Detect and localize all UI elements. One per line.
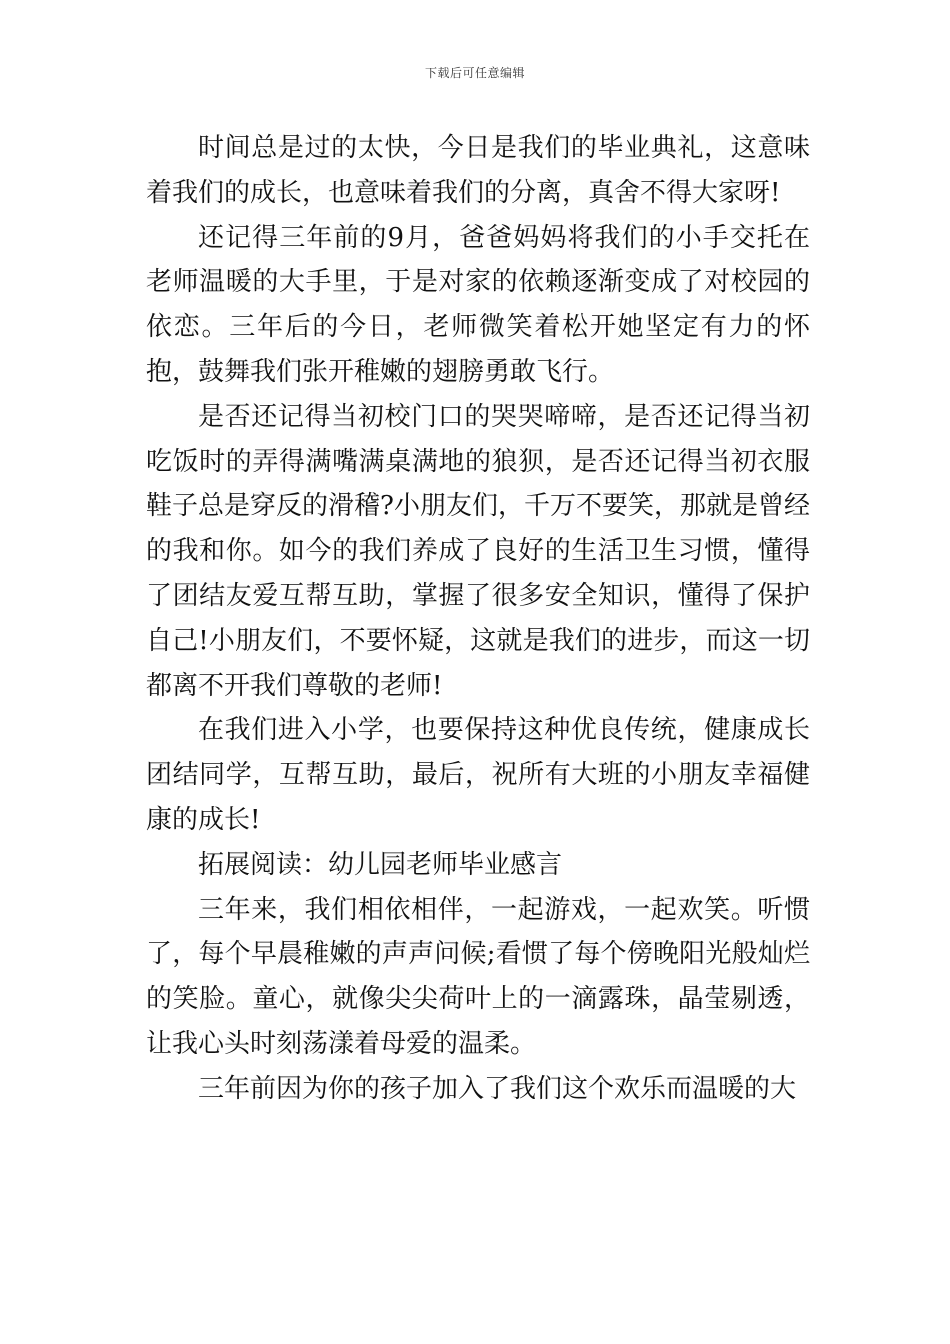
paragraph-three-years-together: 三年来，我们相依相伴，一起游戏，一起欢笑。听惯了，每个早晨稚嫩的声声问候;看惯了每个傍晚阳光般灿烂的笑脸。童心，就像尖尖荷叶上的一滴露珠，晶莹剔透，让我心头时刻荡漾着母爱的温柔。 [146, 894, 810, 1059]
paragraph-remember: 是否还记得当初校门口的哭哭啼啼，是否还记得当初吃饭时的弄得满嘴满桌满地的狼狈，是否还记得当初衣服鞋子总是穿反的滑稽?小朋友们，千万不要笑，那就是曾经的我和你。如今的我们养成了良好的生活卫生习惯，懂得了团结友爱互帮互助，掌握了很多安全知识，懂得了保护自己!小朋友们，不要怀疑，这就是我们的进步，而这一切都离不开我们尊敬的老师! [146, 401, 810, 701]
paragraph-three-years-before: 三年前因为你的孩子加入了我们这个欢乐而温暖的大 [198, 1073, 797, 1104]
page-header: 下载后可任意编辑 [424, 66, 525, 80]
document-body [146, 126, 810, 1112]
paragraph-three-years-ago: 还记得三年前的9月，爸爸妈妈将我们的小手交托在老师温暖的大手里，于是对家的依赖逐渐变成了对校园的依恋。三年后的今日，老师微笑着松开她坚定有力的怀抱，鼓舞我们张开稚嫩的翅膀勇敢飞行。 [146, 222, 810, 387]
paragraph-graduation-day: 时间总是过的太快，今日是我们的毕业典礼，这意味着我们的成长，也意味着我们的分离，真舍不得大家呀! [146, 133, 810, 208]
section-heading-extended-reading: 拓展阅读：幼儿园老师毕业感言 [198, 849, 563, 880]
paragraph-primary-school: 在我们进入小学，也要保持这种优良传统，健康成长团结同学，互帮互助，最后，祝所有大班的小朋友幸福健康的成长! [146, 715, 810, 835]
